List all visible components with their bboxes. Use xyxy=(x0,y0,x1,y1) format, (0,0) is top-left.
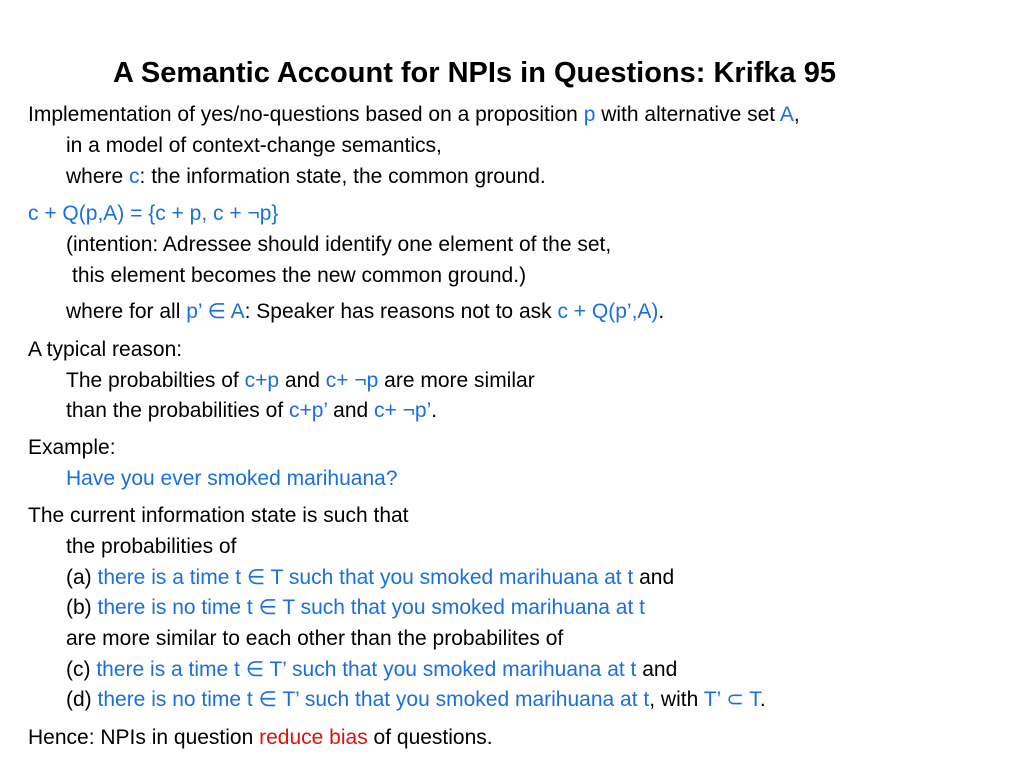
where-text: where xyxy=(66,165,130,188)
example-question: Have you ever smoked marihuana? xyxy=(66,467,398,490)
reason-line-3 xyxy=(66,398,437,424)
item-c-label: (c) xyxy=(66,658,97,681)
item-c-text: there is a time t ∈ T’ such that you smoked marihuana at t xyxy=(96,658,637,681)
example-heading: Example: xyxy=(28,436,116,459)
reason-c-not-p: c+ ¬p xyxy=(325,369,379,392)
reason-text-3: than the probabilities of xyxy=(66,399,289,422)
info-state-c: c xyxy=(129,165,140,188)
reason-text-2: are more similar xyxy=(378,369,535,392)
item-a-text: there is a time t ∈ T such that you smoked marihuana at t xyxy=(97,566,634,589)
formula-where-line xyxy=(66,299,664,325)
intro-text-1: Implementation of yes/no-questions based on a proposition xyxy=(28,103,584,126)
where-definition: : the information state, the common ground. xyxy=(139,165,546,188)
formula-q-prime: c + Q(p’,A) xyxy=(557,300,659,323)
formula-where-text: where for all xyxy=(66,300,187,323)
formula-speaker-text: : Speaker has reasons not to ask xyxy=(244,300,558,323)
state-line-2: the probabilities of xyxy=(66,535,237,558)
reason-heading: A typical reason: xyxy=(28,338,183,361)
reason-c-plus-p: c+p xyxy=(244,369,280,392)
state-item-a xyxy=(66,565,674,591)
intro-text-2: with alternative set xyxy=(595,103,780,126)
item-d-mid: , with xyxy=(649,688,704,711)
intention-line-1: (intention: Adressee should identify one element of the set, xyxy=(66,233,612,256)
item-d-label: (d) xyxy=(66,688,98,711)
reason-c-plus-p-prime: c+p’ xyxy=(288,399,328,422)
item-d-relation: T’ ⊂ T xyxy=(703,688,760,711)
intro-line-2: in a model of context-change semantics, xyxy=(66,134,442,157)
reason-line-2 xyxy=(66,368,535,394)
item-d-text: there is no time t ∈ T’ such that you smoked marihuana at t xyxy=(97,688,650,711)
item-b-label: (b) xyxy=(66,596,98,619)
state-line-5: are more similar to each other than the probabilites of xyxy=(66,627,564,650)
item-d-end: . xyxy=(759,688,766,711)
item-a-label: (a) xyxy=(66,566,98,589)
reason-and-2: and xyxy=(327,399,375,422)
conclusion-text-2: of questions. xyxy=(367,726,493,749)
item-b-text: there is no time t ∈ T such that you smoked marihuana at t xyxy=(97,596,645,619)
reason-and-1: and xyxy=(279,369,326,392)
formula-p-prime: p’ ∈ A xyxy=(186,300,245,323)
item-c-tail: and xyxy=(636,658,678,681)
conclusion-text-1: Hence: NPIs in question xyxy=(28,726,260,749)
slide-title: A Semantic Account for NPIs in Questions: Krifka 95 xyxy=(113,57,837,89)
intro-comma: , xyxy=(793,103,800,126)
item-a-tail: and xyxy=(633,566,675,589)
formula-main: c + Q(p,A) = {c + p, c + ¬p} xyxy=(28,202,279,225)
intro-line-1 xyxy=(28,102,800,128)
state-item-c xyxy=(66,657,677,683)
state-item-b xyxy=(66,595,645,621)
conclusion-line xyxy=(28,725,493,751)
formula-period: . xyxy=(658,300,665,323)
reason-period: . xyxy=(431,399,438,422)
state-item-d xyxy=(66,687,766,713)
intention-line-2: this element becomes the new common ground.) xyxy=(72,264,527,287)
reason-text-1: The probabilties of xyxy=(66,369,245,392)
reason-c-not-p-prime: c+ ¬p’ xyxy=(374,399,432,422)
reduce-bias-highlight: reduce bias xyxy=(259,726,368,749)
intro-line-3 xyxy=(66,164,546,190)
alternative-set-a: A xyxy=(779,103,794,126)
proposition-p: p xyxy=(583,103,596,126)
state-line-1: The current information state is such that xyxy=(28,504,409,527)
